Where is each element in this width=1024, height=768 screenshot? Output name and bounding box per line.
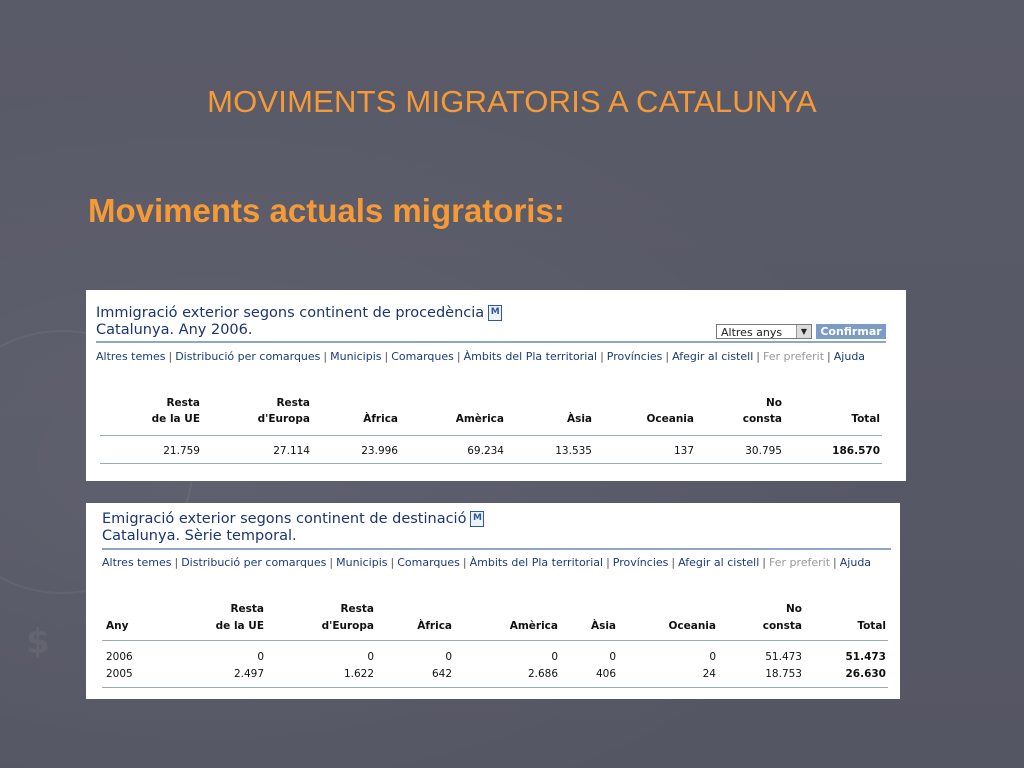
table-bottom-divider xyxy=(100,463,882,464)
header-resta-europa-1: Resta xyxy=(340,603,374,615)
panel-title-line1: Emigració exterior segons continent de destinació xyxy=(102,511,467,527)
header-asia: Àsia xyxy=(566,413,592,425)
cell-no-consta: 51.473 xyxy=(765,651,802,663)
cell-no-consta: 18.753 xyxy=(765,668,802,680)
link-ajuda[interactable]: Ajuda xyxy=(833,350,866,363)
header-oceania: Oceania xyxy=(646,413,694,425)
panel-title-line2: Catalunya. Sèrie temporal. xyxy=(102,528,297,544)
header-total: Total xyxy=(851,413,880,425)
year-select-value: Altres anys xyxy=(721,326,783,339)
cell-america: 0 xyxy=(551,651,558,663)
link-ajuda[interactable]: Ajuda xyxy=(839,556,872,569)
nav-links: Altres temes | Distribució per comarques | Municipis | Comarques | Àmbits del Pla territorial | Províncies | Afegir al cistell | Fer preferit | Ajuda xyxy=(96,350,866,363)
immigration-table-panel xyxy=(86,290,906,481)
header-resta-europa-2: d'Europa xyxy=(321,620,374,632)
cell-total: 26.630 xyxy=(845,668,886,680)
header-asia: Àsia xyxy=(590,620,616,632)
cell-resta-europa: 27.114 xyxy=(273,445,310,457)
header-resta-ue-2: de la UE xyxy=(151,413,200,425)
link-afegir-cistell[interactable]: Afegir al cistell xyxy=(678,556,760,569)
cell-resta-ue: 21.759 xyxy=(163,445,200,457)
header-africa: Àfrica xyxy=(417,620,452,632)
header-no-consta-2: consta xyxy=(762,620,802,632)
header-resta-ue-1: Resta xyxy=(230,603,264,615)
cell-asia: 406 xyxy=(595,668,616,680)
background-dollar-decoration: $ xyxy=(26,622,50,662)
header-total: Total xyxy=(857,620,886,632)
header-no-consta-1: No xyxy=(785,603,802,615)
header-america: Amèrica xyxy=(509,620,558,632)
cell-resta-europa: 0 xyxy=(367,651,374,663)
header-divider xyxy=(100,435,882,436)
link-comarques[interactable]: Comarques xyxy=(397,556,460,569)
chevron-down-icon[interactable]: ▼ xyxy=(796,325,811,338)
link-municipis[interactable]: Municipis xyxy=(330,350,382,363)
cell-total: 186.570 xyxy=(832,445,880,457)
slide-subtitle: Moviments actuals migratoris: xyxy=(88,192,565,229)
link-municipis[interactable]: Municipis xyxy=(336,556,388,569)
emigration-table-panel xyxy=(86,503,900,699)
header-resta-ue-2: de la UE xyxy=(215,620,264,632)
header-any: Any xyxy=(106,620,129,632)
link-fer-preferit[interactable]: Fer preferit xyxy=(768,556,831,569)
header-oceania: Oceania xyxy=(668,620,716,632)
title-divider xyxy=(96,341,886,343)
link-comarques[interactable]: Comarques xyxy=(391,350,454,363)
cell-america: 2.686 xyxy=(527,668,558,680)
panel-title-line1: Immigració exterior segons continent de procedència xyxy=(96,305,485,321)
cell-any: 2006 xyxy=(106,651,133,663)
link-provincies[interactable]: Províncies xyxy=(612,556,669,569)
link-distribucio-comarques[interactable]: Distribució per comarques xyxy=(175,350,321,363)
cell-africa: 642 xyxy=(431,668,452,680)
link-altres-temes[interactable]: Altres temes xyxy=(96,350,166,363)
header-resta-ue-1: Resta xyxy=(166,397,200,409)
link-distribucio-comarques[interactable]: Distribució per comarques xyxy=(181,556,327,569)
cell-resta-europa: 1.622 xyxy=(343,668,374,680)
cell-asia: 0 xyxy=(609,651,616,663)
panel-title-line2: Catalunya. Any 2006. xyxy=(96,322,253,338)
link-altres-temes[interactable]: Altres temes xyxy=(102,556,172,569)
slide-title: MOVIMENTS MIGRATORIS A CATALUNYA xyxy=(207,84,817,119)
cell-america: 69.234 xyxy=(467,445,504,457)
cell-asia: 13.535 xyxy=(555,445,592,457)
link-ambits-pla-territorial[interactable]: Àmbits del Pla territorial xyxy=(469,556,604,569)
nav-links: Altres temes | Distribució per comarques | Municipis | Comarques | Àmbits del Pla territorial | Províncies | Afegir al cistell | Fer preferit | Ajuda xyxy=(102,556,872,569)
header-divider xyxy=(102,640,888,641)
year-select[interactable] xyxy=(716,324,812,339)
confirm-button[interactable]: Confirmar xyxy=(816,324,886,339)
panel-title xyxy=(102,511,484,545)
cell-africa: 0 xyxy=(445,651,452,663)
link-provincies[interactable]: Províncies xyxy=(606,350,663,363)
metadata-icon[interactable]: M xyxy=(488,305,502,321)
header-america: Amèrica xyxy=(455,413,504,425)
cell-oceania: 137 xyxy=(673,445,694,457)
header-africa: Àfrica xyxy=(363,413,398,425)
table-bottom-divider xyxy=(102,687,888,688)
panel-title xyxy=(96,305,502,339)
link-afegir-cistell[interactable]: Afegir al cistell xyxy=(672,350,754,363)
cell-oceania: 24 xyxy=(702,668,716,680)
header-no-consta-1: No xyxy=(765,397,782,409)
cell-total: 51.473 xyxy=(845,651,886,663)
cell-oceania: 0 xyxy=(709,651,716,663)
cell-no-consta: 30.795 xyxy=(745,445,782,457)
title-divider xyxy=(102,548,891,550)
header-no-consta-2: consta xyxy=(742,413,782,425)
cell-resta-ue: 0 xyxy=(257,651,264,663)
link-fer-preferit[interactable]: Fer preferit xyxy=(762,350,825,363)
header-resta-europa-1: Resta xyxy=(276,397,310,409)
header-resta-europa-2: d'Europa xyxy=(257,413,310,425)
cell-any: 2005 xyxy=(106,668,133,680)
metadata-icon[interactable]: M xyxy=(470,511,484,527)
cell-africa: 23.996 xyxy=(361,445,398,457)
link-ambits-pla-territorial[interactable]: Àmbits del Pla territorial xyxy=(463,350,598,363)
cell-resta-ue: 2.497 xyxy=(233,668,264,680)
